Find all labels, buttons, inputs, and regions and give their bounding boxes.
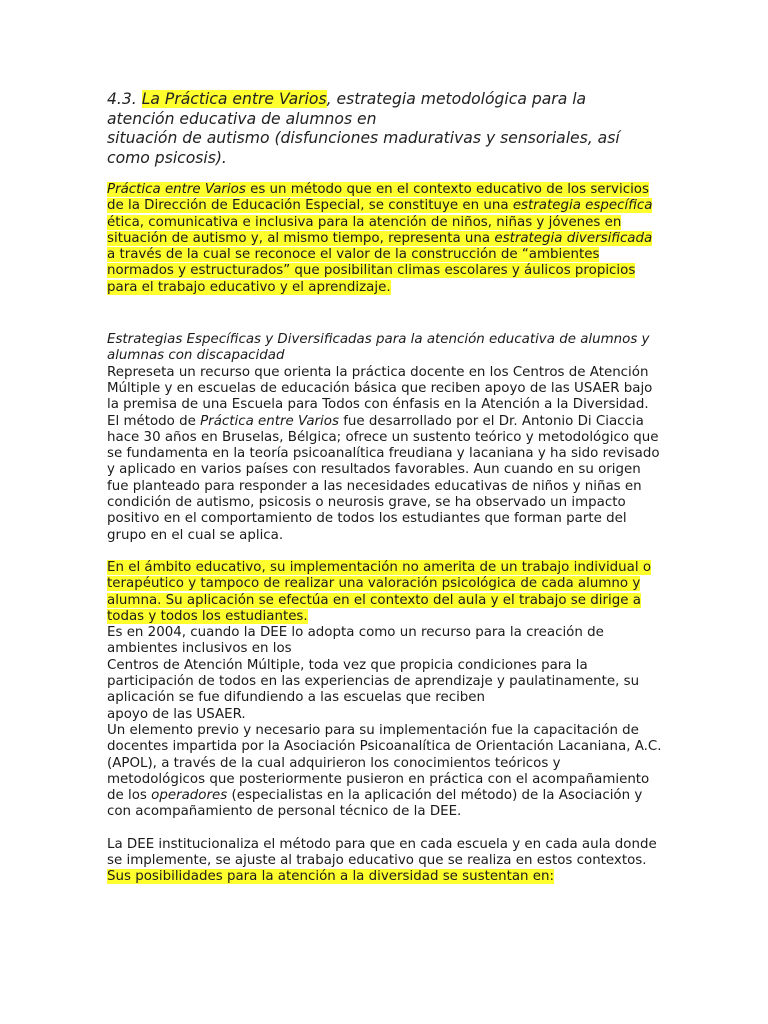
text-line: Centros de Atención Múltiple, toda vez que propicia condiciones para la participación de todos en las experiencias de aprendizaje y paulatinamente, su aplicación se fue difundiendo a las escuelas que reciben (107, 657, 640, 706)
highlighted-text: Sus posibilidades para la atención a la diversidad se sustentan en: (107, 869, 555, 885)
text-line: Es en 2004, cuando la DEE lo adopta como un recurso para la creación de (107, 625, 604, 641)
paragraph-adoption (107, 625, 662, 723)
document-body (107, 90, 662, 886)
term-operadores: operadores (151, 788, 228, 804)
text-line: ambientes inclusivos en los (107, 641, 292, 657)
text-run: fue desarrollado por el Dr. Antonio Di Ciaccia hace 30 años en Bruselas, Bélgica; ofrece un sustento teórico y metodológico que se fundamenta en la teoría psicoanalítica freudiana y lacaniana y ha sido revisado y aplicado en varios países con resultados favorables. Aun cuando en su origen fue planteado para responder a las necesidades educativas de niños y niñas en condición de autismo, psicosis o neurosis grave, se ha observado un impacto positivo en el comportamiento de todos los estudiantes que forman parte del grupo en el cual se aplica. (107, 413, 660, 543)
text-run: a través de la cual se reconoce el valor de la construcción de “ambientes normados y estructurados” que posibilitan climas escolares y áulicos propicios para el trabajo educativo y el aprendizaje. (107, 247, 636, 295)
text-run: Un elemento previo y necesario para su implementación fue la capacitación de docentes impartida por la Asociación Psicoanalítica de Orientación Lacaniana, A.C. (APOL), a través de la cual adquirieron los conocimientos teóricos y metodológicos que posteriormente pusieron en práctica con el acompañamiento de los (107, 722, 662, 804)
term-practica: Práctica entre Varios (107, 182, 246, 197)
text-run: es un método que en el contexto educativo de los servicios de la Dirección de Educación Especial, se constituye en una (107, 182, 649, 214)
paragraph-training (107, 723, 662, 821)
text-run: (especialistas en la aplicación del método) de la Asociación y con acompañamiento de personal técnico de la DEE. (107, 788, 643, 820)
paragraph-method-origin (107, 414, 662, 544)
text-line: apoyo de las USAER. (107, 706, 246, 722)
term-estrategia-diversificada: estrategia diversificada (494, 230, 653, 246)
section-title-line2: atención educativa de alumnos en (107, 109, 377, 128)
paragraph-subtitle: Estrategias Específicas y Diversificadas para la atención educativa de alumnos y alumnas con discapacidad (107, 332, 650, 364)
section-heading (107, 90, 662, 168)
text-run: ética, comunicativa e inclusiva para la atención de niños, niñas y jóvenes en situación de autismo y, al mismo tiempo, representa una (107, 214, 622, 246)
section-title-rest: , estrategia metodológica para la (326, 90, 587, 108)
paragraph-definition (107, 182, 662, 296)
text-run: La DEE institucionaliza el método para que en cada escuela y en cada aula donde se implemente, se ajuste al trabajo educativo que se realiza en estos contextos. (107, 836, 657, 868)
section-number: 4.3. (107, 90, 142, 108)
paragraph-educational-scope (107, 560, 662, 625)
section-title-highlight: La Práctica entre Varios (141, 90, 327, 108)
highlighted-text: En el ámbito educativo, su implementación no amerita de un trabajo individual o terapéutico y tampoco de realizar una valoración psicológica de cada alumno y alumna. Su aplicación se efectúa en el contexto del aula y el trabajo se dirige a todas y todos los estudiantes. (107, 559, 652, 624)
term-practica: Práctica entre Varios (200, 413, 339, 429)
term-estrategia-especifica: estrategia específica (512, 198, 653, 214)
section-title-line4: como psicosis). (107, 148, 227, 167)
paragraph-represents: Represeta un recurso que orienta la práctica docente en los Centros de Atención Múltiple y en escuelas de educación básica que reciben apoyo de las USAER bajo la premisa de una Escuela para Todos con énfasis en la Atención a la Diversidad. (107, 364, 653, 413)
text-run: El método de (107, 413, 201, 429)
paragraph-institutionalize (107, 837, 662, 886)
section-title-line3: situación de autismo (disfunciones madurativas y sensoriales, así (107, 129, 620, 147)
